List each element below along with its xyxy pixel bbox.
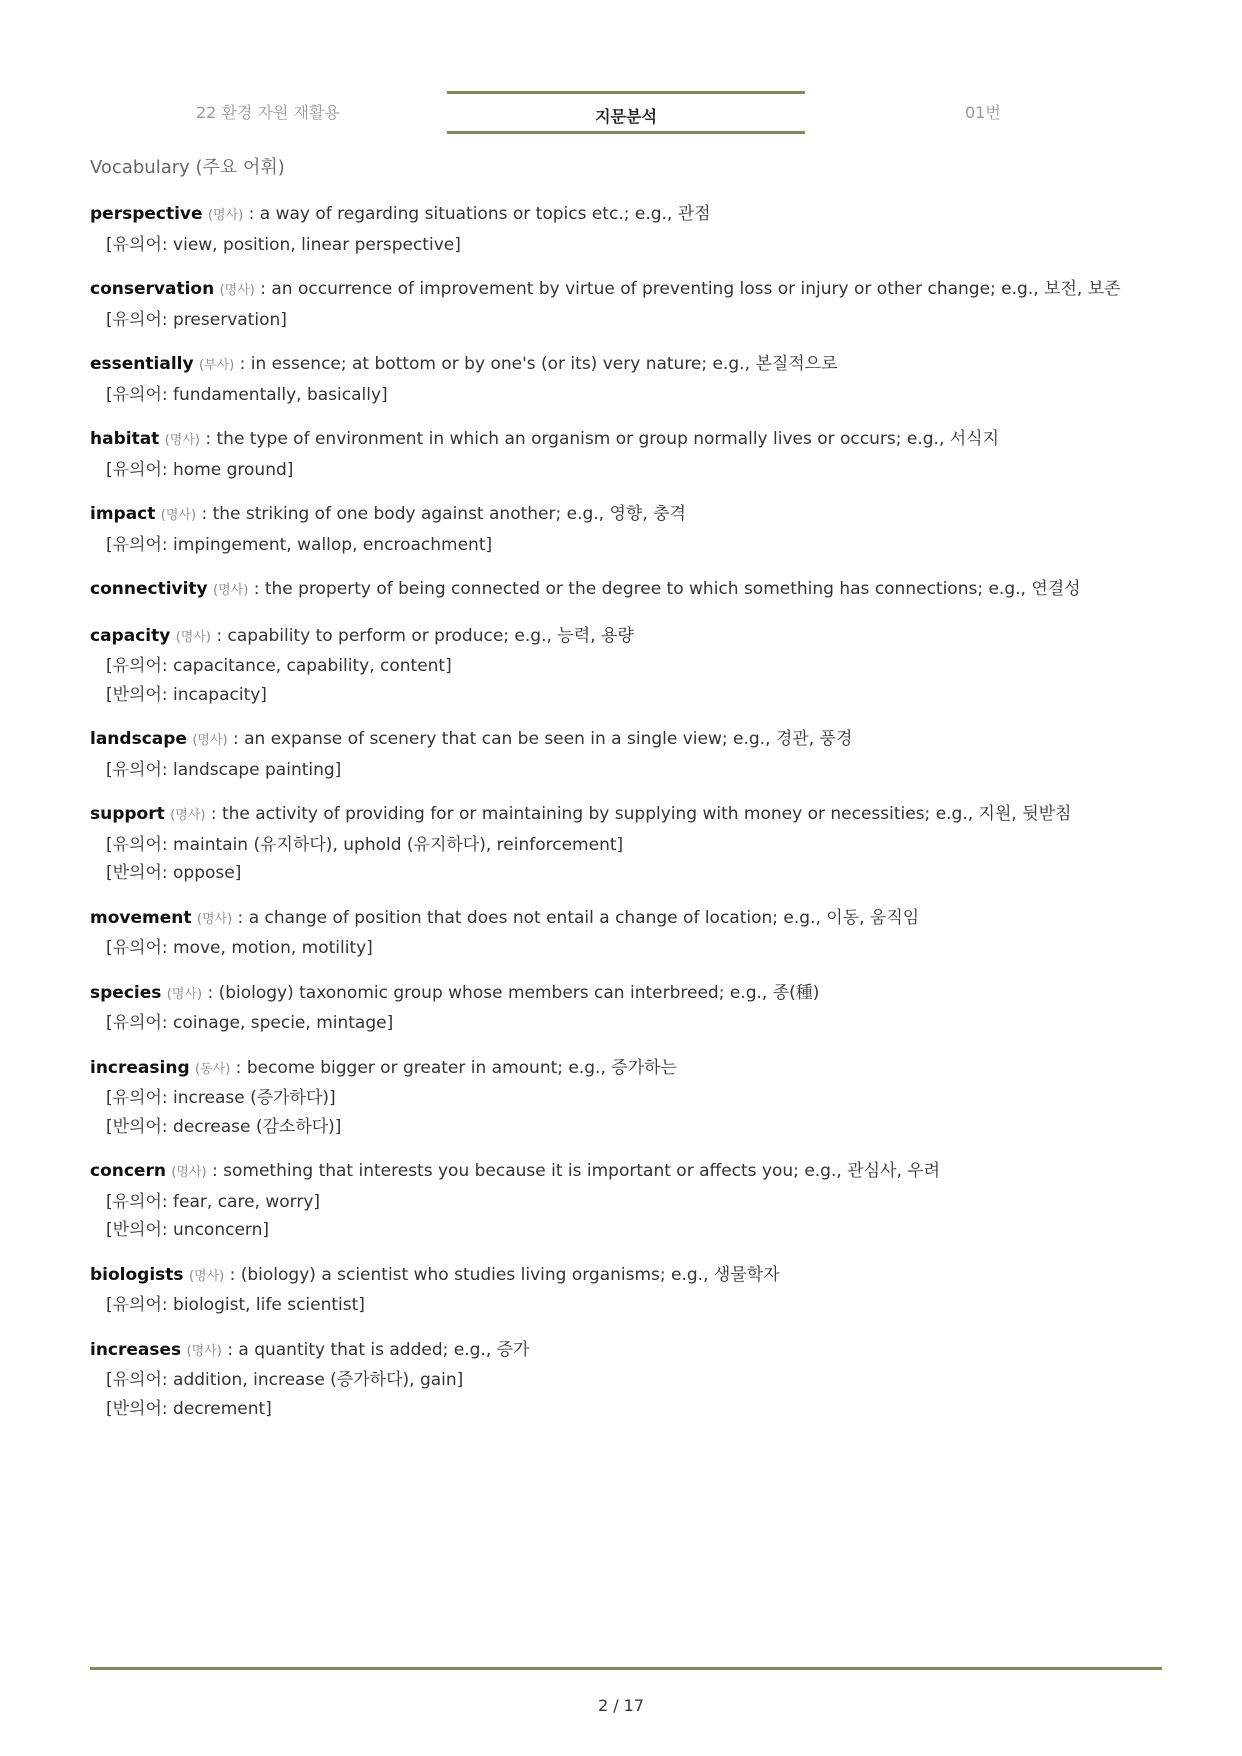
header-tab-box [447,91,805,134]
vocab-entry [90,500,1170,559]
vocab-entry [90,575,1170,606]
part-of-speech: (명사) [207,208,244,223]
vocab-entry [90,622,1170,710]
part-of-speech: (명사) [170,808,206,823]
vocab-definition: : the activity of providing for or maintaining by supplying with money or necessities; e.g., 지원, 뒷받침 [205,804,1072,824]
vocab-definition-line [90,350,1170,381]
part-of-speech: (명사) [219,283,255,298]
vocab-word: essentially [90,354,194,374]
vocab-definition-line [90,622,1170,653]
synonyms: [유의어: home ground] [106,459,294,480]
vocab-definition: : the property of being connected or the degree to which something has connections; e.g., 연결성 [248,579,1081,599]
synonyms: [유의어: impingement, wallop, encroachment] [106,534,493,555]
vocab-word: support [90,804,165,824]
vocab-definition: : an expanse of scenery that can be seen in a single view; e.g., 경관, 풍경 [227,729,853,749]
vocab-definition: : a way of regarding situations or topics etc.; e.g., 관점 [243,204,711,224]
vocab-definition: : the type of environment in which an organism or group normally lives or occurs; e.g., 서식지 [199,429,1000,449]
vocab-definition: : an occurrence of improvement by virtue of preventing loss or injury or other change; e.g., 보전, 보존 [254,279,1121,299]
antonyms: [반의어: decrease (감소하다)] [106,1116,342,1137]
vocab-entry [90,200,1170,259]
vocab-entry [90,904,1170,963]
part-of-speech: (명사) [166,986,203,1002]
vocab-definition-line [90,1054,1170,1085]
vocab-word: species [90,982,162,1003]
part-of-speech: (명사) [186,1343,222,1359]
vocab-word: perspective [90,204,203,224]
page-number: 2 / 17 [597,1696,645,1715]
vocab-entry [90,275,1170,334]
vocab-definition-line [90,1336,1170,1367]
vocab-word: increasing [90,1057,190,1078]
vocab-entry [90,800,1170,888]
vocab-definition-line [90,1157,1170,1188]
part-of-speech: (명사) [213,583,249,598]
synonyms: [유의어: addition, increase (증가하다), gain] [106,1370,464,1390]
antonyms: [반의어: decrement] [106,1398,272,1419]
part-of-speech: (명사) [171,1165,207,1180]
vocab-definition-line [90,904,1170,935]
synonyms: [유의어: view, position, linear perspective] [106,234,461,255]
header-question-number: 01번 [965,103,1001,122]
vocab-entry [90,425,1170,484]
vocab-definition: : become bigger or greater in amount; e.g., 증가하는 [230,1057,677,1078]
vocab-word: impact [90,504,156,524]
synonyms: [유의어: fear, care, worry] [106,1191,321,1212]
part-of-speech: (명사) [196,911,233,927]
vocab-definition-line [90,500,1170,531]
vocab-definition-line [90,275,1170,306]
vocab-definition-line [90,979,1170,1010]
vocab-definition: : (biology) a scientist who studies living organisms; e.g., 생물학자 [224,1264,780,1285]
vocab-definition: : the striking of one body against another; e.g., 영향, 충격 [196,504,686,524]
part-of-speech: (명사) [160,508,197,523]
part-of-speech: (명사) [192,733,228,748]
vocab-definition-line [90,200,1170,231]
vocab-definition: : (biology) taxonomic group whose members can interbreed; e.g., 종(種) [202,982,820,1003]
vocab-definition: : in essence; at bottom or by one's (or its) very nature; e.g., 본질적으로 [234,354,838,374]
vocab-definition-line [90,575,1170,606]
synonyms: [유의어: increase (증가하다)] [106,1088,336,1108]
synonyms: [유의어: capacitance, capability, content] [106,656,452,676]
vocab-word: connectivity [90,579,208,599]
vocab-entry [90,1054,1170,1142]
part-of-speech: (명사) [164,433,200,448]
vocab-definition: : a change of position that does not entail a change of location; e.g., 이동, 움직임 [232,907,920,928]
vocab-word: capacity [90,625,171,646]
vocab-entry [90,979,1170,1038]
vocab-word: increases [90,1339,182,1360]
header-title: 지문분석 [595,107,657,126]
vocab-definition: : something that interests you because it is important or affects you; e.g., 관심사, 우려 [206,1161,941,1181]
vocab-entry [90,350,1170,409]
vocab-definition-line [90,725,1170,756]
vocab-word: movement [90,907,192,928]
synonyms: [유의어: fundamentally, basically] [106,384,388,405]
part-of-speech: (동사) [195,1061,231,1077]
section-title: Vocabulary (주요 어휘) [90,157,285,178]
vocab-entry [90,725,1170,784]
vocabulary-list [90,200,1170,1439]
part-of-speech: (부사) [198,358,235,373]
part-of-speech: (명사) [175,629,211,645]
vocab-word: concern [90,1161,166,1181]
vocab-definition: : a quantity that is added; e.g., 증가 [221,1339,530,1360]
vocab-word: biologists [90,1264,184,1285]
vocab-definition-line [90,800,1170,831]
vocab-word: landscape [90,729,187,749]
synonyms: [유의어: landscape painting] [106,759,342,780]
footer-divider [90,1667,1162,1670]
synonyms: [유의어: coinage, specie, mintage] [106,1013,394,1033]
synonyms: [유의어: maintain (유지하다), uphold (유지하다), reinforcement] [106,834,624,855]
synonyms: [유의어: biologist, life scientist] [106,1295,365,1315]
header-source-label: 22 환경 자원 재활용 [196,103,340,122]
part-of-speech: (명사) [188,1268,225,1284]
synonyms: [유의어: move, motion, motility] [106,938,373,958]
vocab-word: conservation [90,279,215,299]
vocab-entry [90,1157,1170,1245]
vocab-definition-line [90,1261,1170,1292]
vocab-definition-line [90,425,1170,456]
antonyms: [반의어: incapacity] [106,684,267,705]
vocab-entry [90,1261,1170,1320]
vocab-definition: : capability to perform or produce; e.g., 능력, 용량 [210,625,634,646]
vocab-entry [90,1336,1170,1424]
antonyms: [반의어: unconcern] [106,1220,270,1240]
synonyms: [유의어: preservation] [106,309,287,330]
page-header [0,0,1242,140]
antonyms: [반의어: oppose] [106,863,242,883]
vocab-word: habitat [90,429,160,449]
